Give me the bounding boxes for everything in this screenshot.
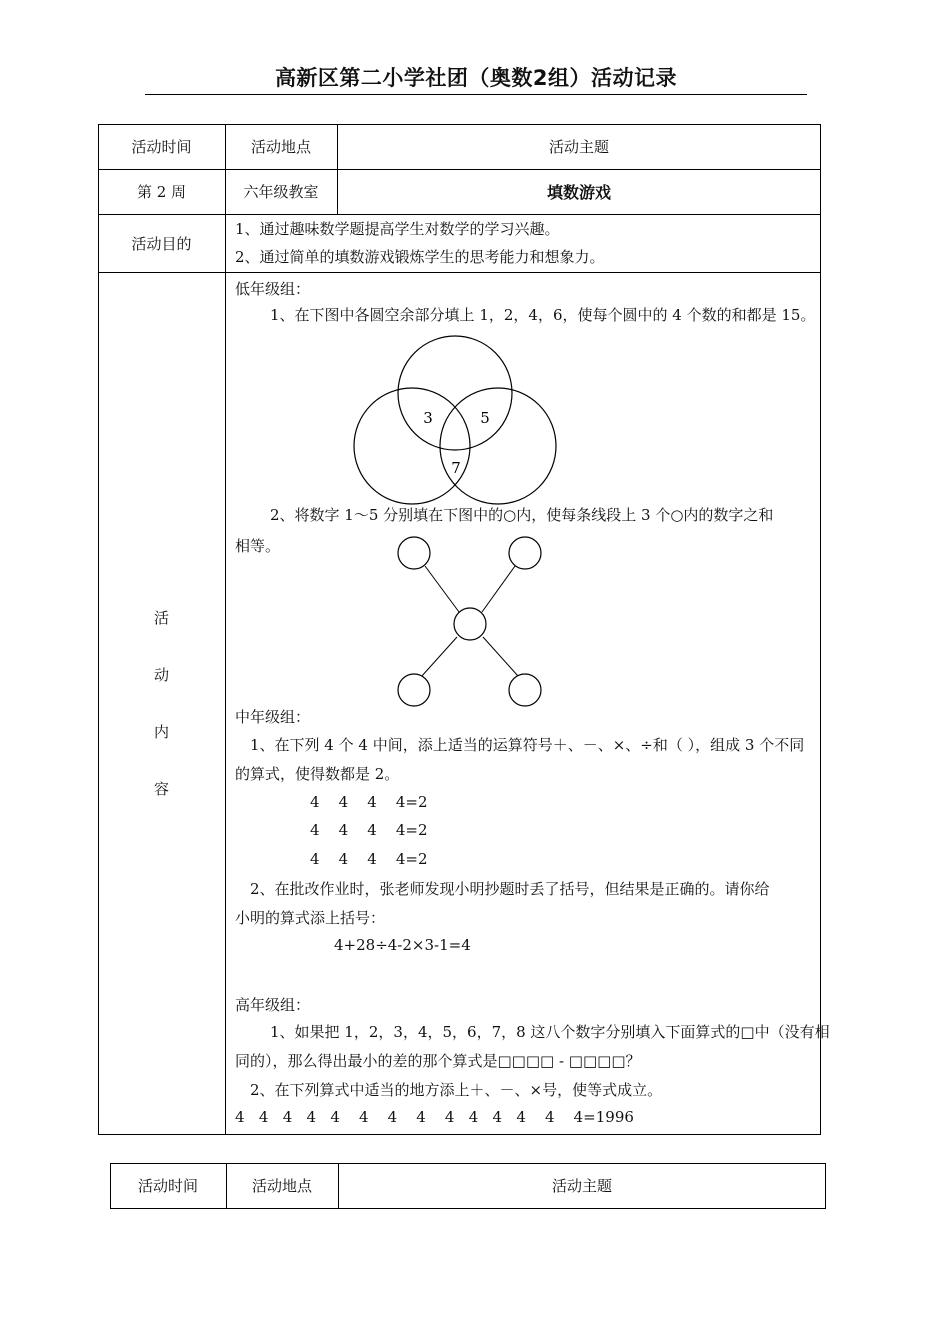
header-theme: 活动主题 (548, 138, 609, 156)
number-circle (398, 537, 430, 569)
number-circle (398, 674, 430, 706)
document-title: 高新区第二小学社团（奥数2组）活动记录 (274, 66, 678, 90)
content-label-char: 内 (153, 723, 169, 741)
venn-diagram (350, 333, 560, 508)
row-divider (98, 272, 821, 273)
content-label-char: 动 (153, 666, 169, 684)
mid-equation: 4 4 4 4=2 (310, 821, 428, 839)
high-q1-line2: 同的），那么得出最小的差的那个算式是□□□□ - □□□□？ (235, 1052, 641, 1070)
high-q2-expression: 4 4 4 4 4 4 4 4 4 4 4 4 4 4=1996 (235, 1108, 634, 1126)
mid-equation: 4 4 4 4=2 (310, 850, 428, 868)
high-grade-heading: 高年级组： (235, 996, 311, 1014)
number-circle (454, 608, 486, 640)
header-place: 活动地点 (250, 138, 311, 156)
content-label-char: 容 (153, 780, 169, 798)
week-cell: 第 2 周 (136, 183, 187, 201)
venn-number: 7 (451, 459, 461, 477)
place-cell: 六年级教室 (243, 183, 319, 201)
theme-cell: 填数游戏 (546, 183, 611, 202)
mid-q2-line2: 小明的算式添上括号： (235, 909, 386, 927)
table2-header-place: 活动地点 (251, 1177, 312, 1195)
mid-q2-line1: 2、在批改作业时，张老师发现小明抄题时丢了括号，但结果是正确的。请你给 (250, 880, 770, 898)
high-q1-line1: 1、如果把 1，2，3，4，5，6，7，8 这八个数字分别填入下面算式的□中（没有相 (270, 1023, 830, 1041)
venn-number: 5 (480, 409, 490, 427)
low-q1: 1、在下图中各圆空余部分填上 1，2，4，6，使每个圆中的 4 个数的和都是 15。 (270, 306, 816, 324)
low-q2-line1: 2、将数字 1～5 分别填在下图中的○内，使每条线段上 3 个○内的数字之和 (270, 506, 774, 524)
mid-q1-line2: 的算式，使得数都是 2。 (235, 765, 400, 783)
column-divider (225, 124, 226, 1135)
mid-q1-line1: 1、在下列 4 个 4 中间，添上适当的运算符号＋、－、×、÷和（ ），组成 3 个不同 (250, 736, 805, 754)
number-circle (509, 537, 541, 569)
mid-grade-heading: 中年级组： (235, 708, 311, 726)
number-circle (509, 674, 541, 706)
mid-equation: 4 4 4 4=2 (310, 793, 428, 811)
high-q2: 2、在下列算式中适当的地方添上＋、－、×号，使等式成立。 (250, 1081, 663, 1099)
table2-header-time: 活动时间 (137, 1177, 198, 1195)
x-circle-diagram (390, 533, 550, 713)
header-time: 活动时间 (131, 138, 192, 156)
purpose-line-1: 1、通过趣味数学题提高学生对数学的学习兴趣。 (235, 220, 560, 238)
purpose-line-2: 2、通过简单的填数游戏锻炼学生的思考能力和想象力。 (235, 248, 605, 266)
venn-number: 3 (423, 409, 433, 427)
title-underline (145, 94, 807, 95)
purpose-label: 活动目的 (131, 234, 192, 253)
low-grade-heading: 低年级组： (235, 280, 311, 298)
content-label-char: 活 (153, 609, 169, 627)
low-q2-line2: 相等。 (235, 537, 281, 555)
mid-q2-expression: 4+28÷4-2×3-1=4 (334, 936, 471, 954)
table2-header-theme: 活动主题 (551, 1177, 612, 1195)
